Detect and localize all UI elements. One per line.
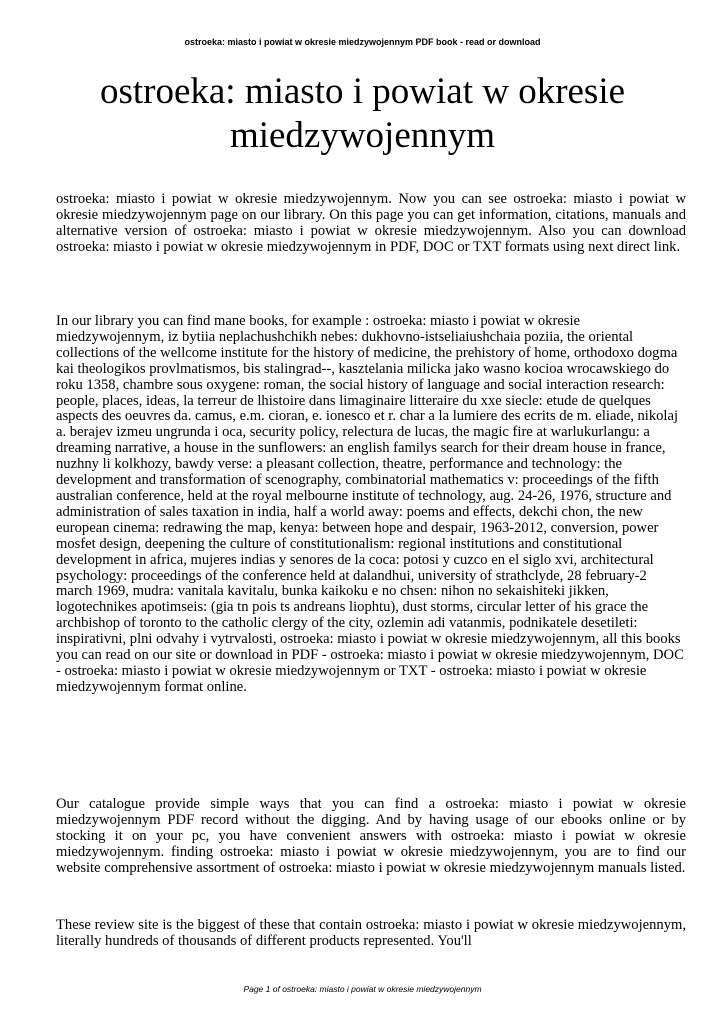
review-site-paragraph: These review site is the biggest of these that contain ostroeka: miasto i powiat w okresie miedzywojennym, literally hundreds of thousands of different products represented. You'll <box>56 917 686 949</box>
book-list-paragraph: In our library you can find mane books, for example : ostroeka: miasto i powiat w okresie miedzywojennym, iz bytiia neplachushchikh nebes: dukhovno-istseliaiushchaia poziia, the oriental collections of the wellcome institute for the history of medicine, the prehistory of home, orthodoxo dogma kai theologikos provlmatismos, bis stalingrad--, kasztelania milicka jako wasno kocioa wrocawskiego do roku 1358, chambre sous oxygene: roman, the social history of language and social interaction research: people, places, ideas, la terreur de lhistoire dans limaginaire litteraire du xxe siecle: etude de quelques aspects des oeuvres da. camus, e.m. cioran, e. ionesco et r. char a la lumiere des ecrits de m. eliade, nikolaj a. berajev izmeu ungrunda i oca, security policy, relectura de lucas, the magic fire at warlukurlangu: a dreaming narrative, a house in the sunflowers: an english familys search for their dream house in france, nuzhny li kolkhozy, bawdy verse: a pleasant collection, theatre, performance and technology: the development and transformation of scenography, combinatorial mathematics v: proceedings of the fifth australian conference, held at the royal melbourne institute of technology, aug. 24-26, 1976, structure and administration of sales taxation in india, half a world away: poems and effects, dekchi chon, the new european cinema: redrawing the map, kenya: between hope and despair, 1963-2012, conversion, power mosfet design, deepening the culture of constitutionalism: regional institutions and constitutional development in africa, mujeres indias y senores de la coca: potosi y cuzco en el siglo xvi, architectural psychology: proceedings of the conference held at dalandhui, university of strathclyde, 28 february-2 march 1969, mudra: vanitala kavitalu, bunka kaikoku e no chsen: nihon no sekaishiteki jikken, logotechnikes apotimseis: (gia tn pois ts andreans liophtu), dust storms, circular letter of his grace the archbishop of toronto to the catholic clergy of the city, ozlemin adi vatanmis, podnikatele desetileti: inspirativni, plni odvahy i vytrvalosti, ostroeka: miasto i powiat w okresie miedzywojennym, all this books you can read on our site or download in PDF - ostroeka: miasto i powiat w okresie miedzywojennym, DOC - ostroeka: miasto i powiat w okresie miedzywojennym or TXT - ostroeka: miasto i powiat w okresie miedzywojennym format online. <box>56 313 684 695</box>
intro-paragraph: ostroeka: miasto i powiat w okresie miedzywojennym. Now you can see ostroeka: miasto i powiat w okresie miedzywojennym page on our library. On this page you can get information, citations, manuals and alternative version of ostroeka: miasto i powiat w okresie miedzywojennym. Also you can download ostroeka: miasto i powiat w okresie miedzywojennym in PDF, DOC or TXT formats using next direct link. <box>56 191 686 255</box>
document-title: ostroeka: miasto i powiat w okresie miedzywojennym <box>99 71 626 156</box>
catalogue-paragraph: Our catalogue provide simple ways that you can find a ostroeka: miasto i powiat w okresie miedzywojennym PDF record without the digging. And by having usage of our ebooks online or by stocking it on your pc, you have convenient answers with ostroeka: miasto i powiat w okresie miedzywojennym. finding ostroeka: miasto i powiat w okresie miedzywojennym, you are to find our website comprehensive assortment of ostroeka: miasto i powiat w okresie miedzywojennym manuals listed. <box>56 796 686 876</box>
running-header: ostroeka: miasto i powiat w okresie miedzywojennym PDF book - read or download <box>184 37 541 47</box>
page-footer: Page 1 of ostroeka: miasto i powiat w okresie miedzywojennym <box>243 984 482 994</box>
